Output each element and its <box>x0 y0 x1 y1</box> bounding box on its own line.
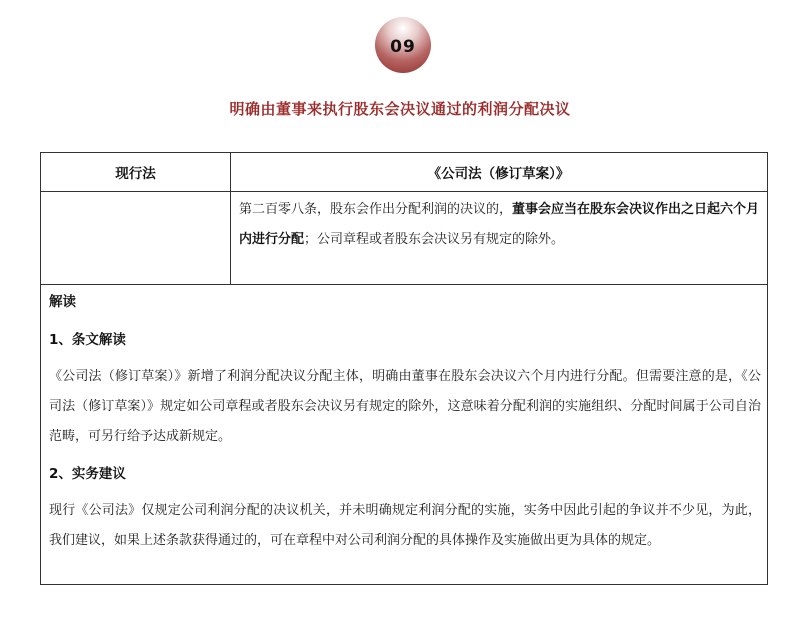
draft-text-prefix: 第二百零八条，股东会作出分配利润的决议的， <box>239 202 513 217</box>
section2-title: 2、实务建议 <box>49 466 126 482</box>
draft-text-emphasis: 董事会应当在股东会决议作出之日起六个月内进行分配 <box>239 202 760 247</box>
column-header-current-law: 现行法 <box>115 166 156 182</box>
section-number-badge <box>375 17 431 73</box>
header-divider <box>41 191 767 192</box>
column-header-draft-law: 《公司法（修订草案）》 <box>427 166 570 182</box>
row-divider <box>41 284 767 285</box>
comparison-table <box>40 152 768 585</box>
section1-body: 《公司法（修订草案）》新增了利润分配决议分配主体，明确由董事在股东会决议六个月内进行分配。但需要注意的是，《公司法（修订草案）》规定如公司章程或者股东会决议另有规定的除外，这意味着分配利润的实施组织、分配时间属于公司自治范畴，可另行给予达成新规定。 <box>49 369 761 444</box>
page-title: 明确由董事来执行股东会决议通过的利润分配决议 <box>229 100 571 118</box>
column-divider <box>230 153 231 284</box>
interpretation-section <box>49 287 761 556</box>
section2-body: 现行《公司法》仅规定公司利润分配的决议机关，并未明确规定利润分配的实施，实务中因此引起的争议并不少见，为此，我们建议，如果上述条款获得通过的，可在章程中对公司利润分配的具体操作及实施做出更为具体的规定。 <box>49 503 761 548</box>
section-number: 09 <box>390 37 416 57</box>
interpretation-heading: 解读 <box>49 294 76 310</box>
section1-title: 1、条文解读 <box>49 332 126 348</box>
draft-law-cell <box>239 195 761 255</box>
draft-text-suffix: ；公司章程或者股东会决议另有规定的除外。 <box>304 232 565 247</box>
